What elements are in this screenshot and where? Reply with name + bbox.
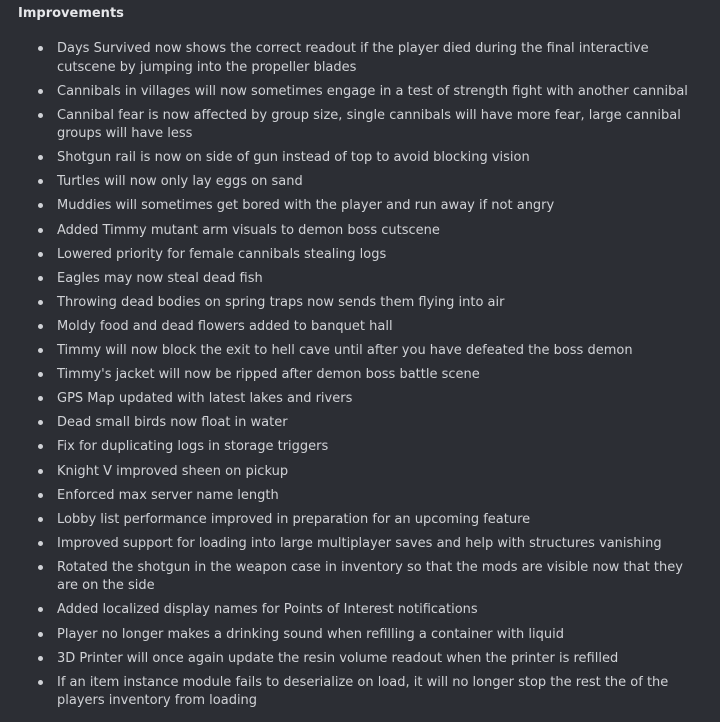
list-item-text: GPS Map updated with latest lakes and rivers [57, 391, 353, 407]
list-item-text: Enforced max server name length [57, 487, 279, 503]
list-item [0, 270, 720, 289]
list-item-text: Knight V improved sheen on pickup [57, 463, 289, 479]
list-item-text: Improved support for loading into large multiplayer saves and help with structures vanishing [57, 535, 662, 551]
list-item [0, 342, 720, 361]
list-item-text: Timmy will now block the exit to hell cave until after you have defeated the boss demon [57, 343, 633, 359]
bullet-icon [38, 565, 43, 570]
bullet-icon [38, 252, 43, 257]
list-item [0, 83, 720, 102]
bullet-icon [38, 89, 43, 94]
list-item-text: Moldy food and dead flowers added to banquet hall [57, 318, 393, 334]
list-item [0, 173, 720, 192]
list-item-text: If an item instance module fails to deserialize on load, it will no longer stop the rest the of the players inventory from loading [57, 674, 669, 709]
bullet-icon [38, 607, 43, 612]
bullet-icon [38, 493, 43, 498]
list-item [0, 650, 720, 669]
list-item-text: Throwing dead bodies on spring traps now sends them flying into air [57, 294, 505, 310]
bullet-icon [38, 324, 43, 329]
list-item [0, 246, 720, 265]
bullet-icon [38, 680, 43, 685]
bullet-icon [38, 203, 43, 208]
list-item-text: 3D Printer will once again update the resin volume readout when the printer is refilled [57, 650, 619, 666]
list-item-text: Fix for duplicating logs in storage triggers [57, 439, 329, 455]
list-item [0, 107, 720, 144]
list-item-text: Dead small birds now float in water [57, 415, 288, 431]
list-item [0, 366, 720, 385]
bullet-icon [38, 420, 43, 425]
list-item [0, 318, 720, 337]
bullet-icon [38, 113, 43, 118]
list-item-text: Cannibal fear is now affected by group size, single cannibals will have more fear, large cannibal groups will have less [57, 107, 681, 142]
bullet-icon [38, 469, 43, 474]
bullet-icon [38, 348, 43, 353]
list-item [0, 674, 720, 711]
bullet-icon [38, 300, 43, 305]
list-item [0, 626, 720, 645]
list-item-text: Added localized display names for Points of Interest notifications [57, 602, 478, 618]
list-item [0, 222, 720, 241]
bullet-icon [38, 396, 43, 401]
list-item [0, 414, 720, 433]
bullet-icon [38, 155, 43, 160]
list-item [0, 438, 720, 457]
list-item [0, 294, 720, 313]
bullet-icon [38, 541, 43, 546]
list-item-text: Rotated the shotgun in the weapon case in inventory so that the mods are visible now that they are on the side [57, 559, 683, 594]
bullet-icon [38, 276, 43, 281]
list-item-text: Days Survived now shows the correct readout if the player died during the final interactive cutscene by jumping into the propeller blades [57, 41, 649, 75]
list-item-text: Eagles may now steal dead fish [57, 270, 263, 286]
list-item-text: Added Timmy mutant arm visuals to demon boss cutscene [57, 222, 440, 238]
list-item [0, 487, 720, 506]
list-item-text: Lowered priority for female cannibals stealing logs [57, 246, 387, 262]
list-item [0, 535, 720, 554]
list-item-text: Turtles will now only lay eggs on sand [57, 174, 303, 190]
list-item [0, 149, 720, 168]
list-item [0, 197, 720, 216]
bullet-icon [38, 372, 43, 377]
list-item [0, 511, 720, 530]
bullet-icon [38, 517, 43, 522]
bullet-icon [38, 228, 43, 233]
list-item-text: Player no longer makes a drinking sound when refilling a container with liquid [57, 626, 565, 642]
section-heading: Improvements [18, 6, 124, 21]
bullet-icon [38, 179, 43, 184]
bullet-icon [38, 46, 43, 51]
bullet-icon [38, 656, 43, 661]
list-item-text: Cannibals in villages will now sometimes engage in a test of strength fight with another cannibal [57, 83, 688, 99]
list-item [0, 559, 720, 596]
list-item-text: Lobby list performance improved in preparation for an upcoming feature [57, 511, 531, 527]
list-item-text: Timmy's jacket will now be ripped after demon boss battle scene [57, 367, 480, 383]
list-item [0, 390, 720, 409]
list-item [0, 40, 720, 77]
list-item [0, 601, 720, 620]
bullet-icon [38, 632, 43, 637]
improvements-list [0, 40, 720, 716]
bullet-icon [38, 444, 43, 449]
list-item [0, 463, 720, 482]
list-item-text: Shotgun rail is now on side of gun instead of top to avoid blocking vision [57, 150, 530, 166]
list-item-text: Muddies will sometimes get bored with the player and run away if not angry [57, 198, 555, 214]
